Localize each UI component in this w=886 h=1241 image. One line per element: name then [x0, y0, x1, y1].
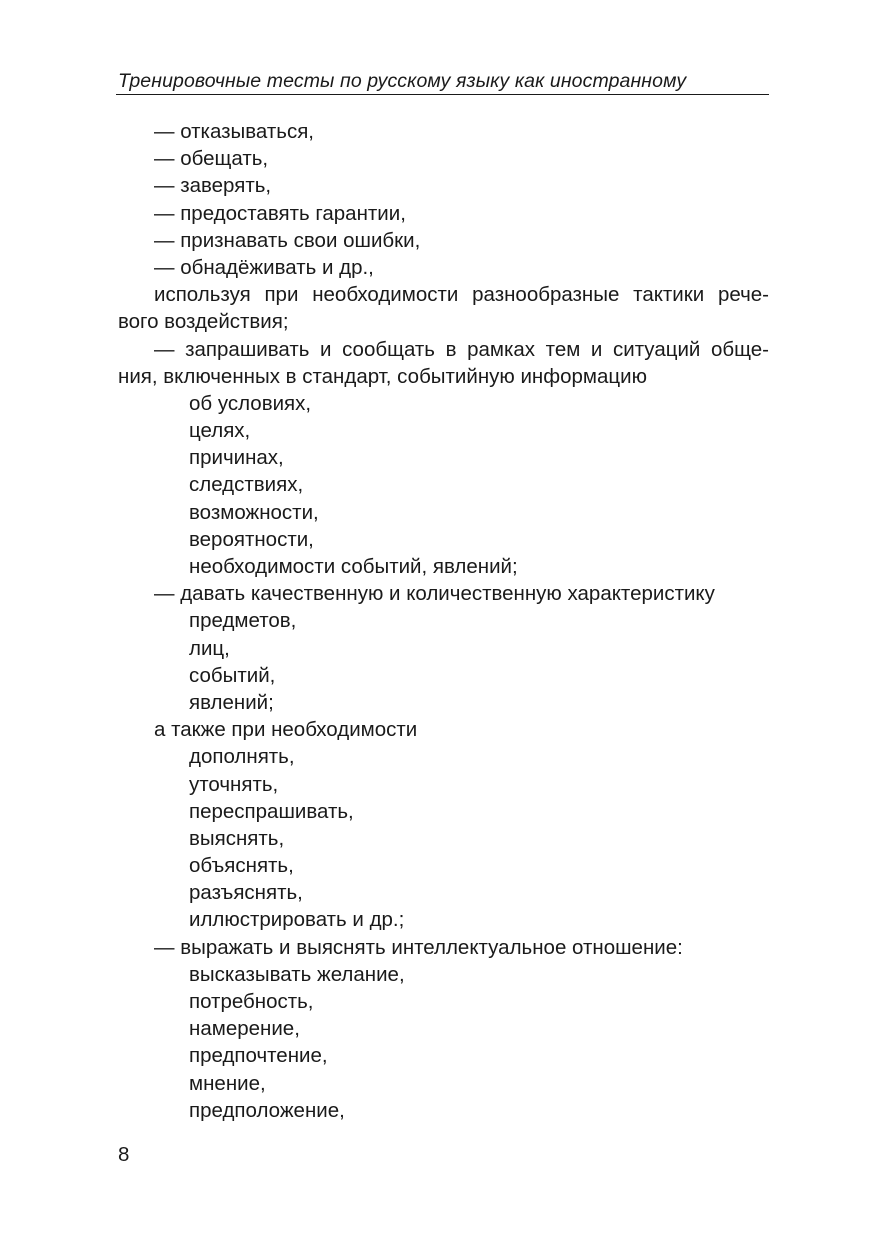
- header-rule: [116, 94, 769, 95]
- text-line: вероятности,: [189, 527, 314, 551]
- text-line: намерение,: [189, 1017, 300, 1041]
- text-line: — признавать свои ошибки,: [154, 228, 421, 252]
- text-line: возможности,: [189, 500, 319, 524]
- text-line: иллюстрировать и др.;: [189, 908, 405, 932]
- text-line: лиц,: [189, 636, 230, 660]
- text-line: — заверять,: [154, 174, 272, 198]
- text-line: — обнадёживать и др.,: [154, 255, 374, 279]
- text-line: явлений;: [189, 690, 274, 714]
- text-line: выяснять,: [189, 826, 285, 850]
- text-line: объяснять,: [189, 854, 294, 878]
- page-number: 8: [118, 1143, 130, 1166]
- text-line: потребность,: [189, 990, 314, 1013]
- text-line: — давать качественную и количественную характеристику: [154, 582, 715, 606]
- text-line: предположение,: [189, 1098, 345, 1122]
- text-line: — выражать и выяснять интеллектуальное отношение:: [154, 935, 683, 959]
- text-line: целях,: [189, 419, 251, 443]
- text-line: переспрашивать,: [189, 799, 354, 823]
- text-line: уточнять,: [189, 772, 279, 796]
- text-line: а также при необходимости: [154, 718, 418, 742]
- text-line: — обещать,: [154, 147, 269, 171]
- text-line: вого воздействия;: [118, 310, 289, 334]
- text-line: используя при необходимости разнообразные тактики рече-: [154, 283, 769, 307]
- text-line: — запрашивать и сообщать в рамках тем и ситуаций обще-: [154, 337, 769, 361]
- text-line: мнение,: [189, 1071, 266, 1095]
- text-line: событий,: [189, 663, 276, 687]
- body-text: [118, 118, 769, 1124]
- text-line: ния, включенных в стандарт, событийную информацию: [118, 364, 647, 388]
- text-line: предпочтение,: [189, 1044, 328, 1068]
- text-line: — отказываться,: [154, 120, 314, 143]
- text-line: дополнять,: [189, 745, 295, 769]
- text-line: высказывать желание,: [189, 962, 405, 986]
- running-header: Тренировочные тесты по русскому языку как иностранному: [118, 70, 687, 92]
- text-line: необходимости событий, явлений;: [189, 555, 518, 578]
- text-line: следствиях,: [189, 473, 304, 497]
- text-line: — предоставять гарантии,: [154, 201, 406, 225]
- text-line: разъяснять,: [189, 881, 303, 905]
- text-line: предметов,: [189, 609, 297, 633]
- text-line: об условиях,: [189, 391, 312, 415]
- text-line: причинах,: [189, 446, 284, 470]
